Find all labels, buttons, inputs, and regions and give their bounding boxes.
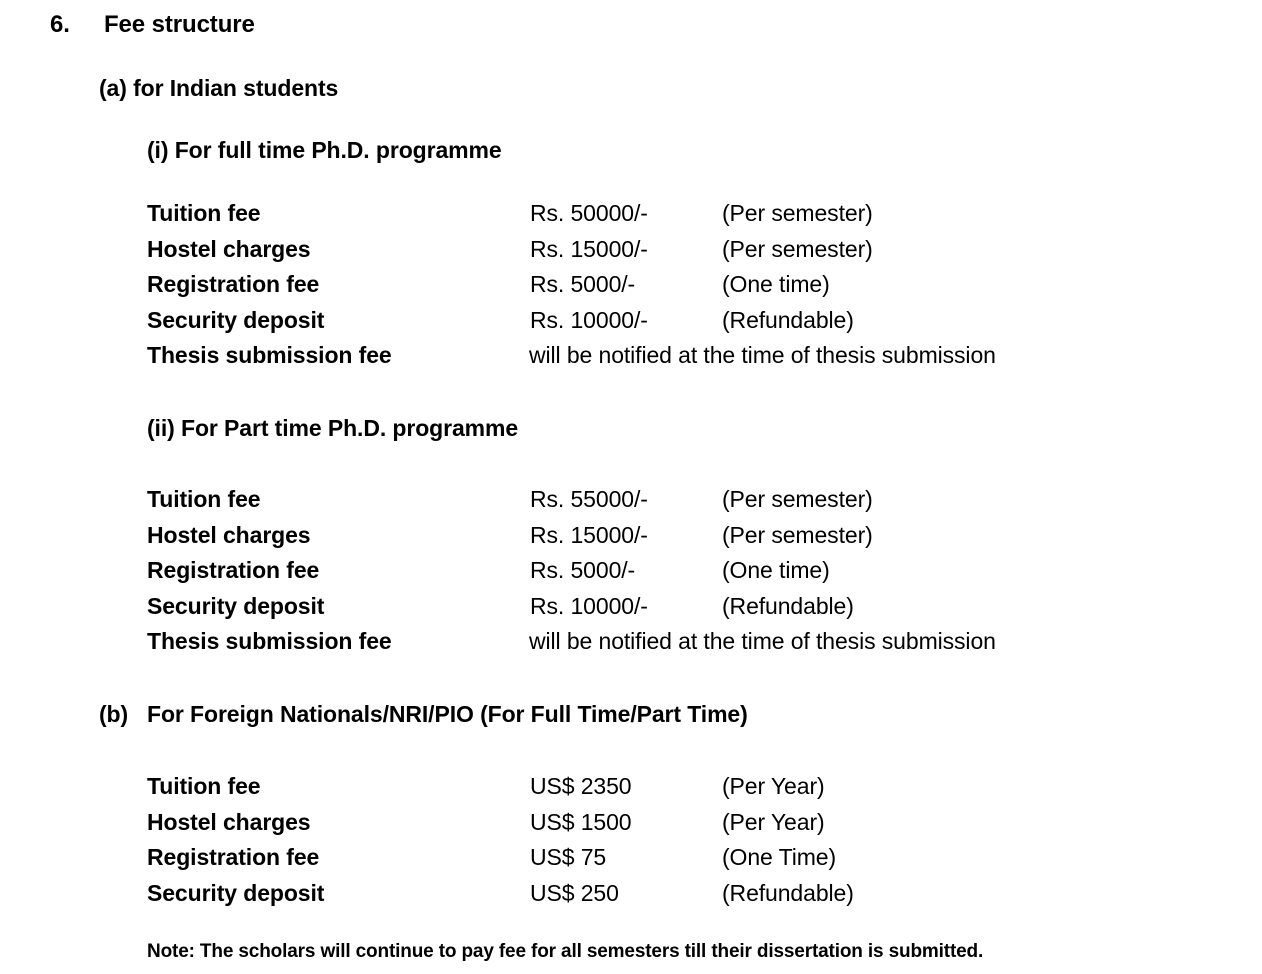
fee-amount: Rs. 15000/- bbox=[530, 235, 648, 262]
table-row bbox=[0, 624, 1262, 660]
fee-label: Thesis submission fee bbox=[147, 342, 392, 369]
fee-period: (Per Year) bbox=[722, 808, 825, 835]
subsection-b-heading bbox=[99, 698, 748, 731]
subsection-i-marker: (i) bbox=[147, 137, 169, 163]
fee-period: (Refundable) bbox=[722, 592, 854, 619]
table-row bbox=[0, 482, 1262, 518]
fee-amount: US$ 1500 bbox=[530, 808, 632, 835]
table-row bbox=[0, 518, 1262, 554]
fee-table-part-time bbox=[0, 482, 1262, 660]
page-title bbox=[50, 8, 255, 42]
table-row bbox=[0, 589, 1262, 625]
table-row bbox=[0, 338, 1262, 374]
fee-label: Thesis submission fee bbox=[147, 628, 392, 655]
fee-period: (Per semester) bbox=[722, 521, 873, 548]
fee-label: Security deposit bbox=[147, 592, 325, 619]
fee-period: (One time) bbox=[722, 271, 830, 298]
fee-amount: Rs. 10000/- bbox=[530, 592, 648, 619]
fee-period: (Per Year) bbox=[722, 773, 825, 799]
section-number: 6. bbox=[50, 11, 70, 38]
fee-label: Tuition fee bbox=[147, 200, 261, 226]
table-row bbox=[0, 303, 1262, 339]
fee-label: Registration fee bbox=[147, 271, 320, 298]
fee-period: (Per semester) bbox=[722, 486, 873, 512]
table-row bbox=[0, 232, 1262, 268]
fee-note: will be notified at the time of thesis submission bbox=[529, 342, 996, 369]
fee-amount: Rs. 5000/- bbox=[530, 271, 636, 298]
fee-table-foreign bbox=[0, 769, 1262, 911]
subsection-ii-heading bbox=[147, 412, 518, 445]
subsection-a-title: for Indian students bbox=[133, 75, 339, 101]
subsection-b-marker: (b) bbox=[99, 701, 129, 727]
fee-amount: Rs. 55000/- bbox=[530, 486, 648, 512]
section-title: Fee structure bbox=[104, 11, 255, 38]
subsection-a-heading bbox=[99, 72, 338, 105]
fee-amount: US$ 2350 bbox=[530, 773, 632, 799]
fee-label: Registration fee bbox=[147, 844, 320, 871]
fee-period: (Per semester) bbox=[722, 235, 873, 262]
fee-label: Tuition fee bbox=[147, 486, 261, 512]
fee-period: (Refundable) bbox=[722, 879, 854, 906]
table-row bbox=[0, 196, 1262, 232]
fee-amount: Rs. 15000/- bbox=[530, 521, 648, 548]
fee-amount: Rs. 10000/- bbox=[530, 306, 648, 333]
fee-period: (One Time) bbox=[722, 844, 837, 871]
footer-note: Note: The scholars will continue to pay fee for all semesters till their dissertation is submitted. bbox=[147, 941, 984, 962]
fee-amount: Rs. 5000/- bbox=[530, 557, 636, 584]
table-row bbox=[0, 876, 1262, 912]
fee-amount: US$ 75 bbox=[530, 844, 607, 871]
subsection-a-marker: (a) bbox=[99, 75, 127, 101]
fee-period: (Per semester) bbox=[722, 200, 873, 226]
table-row bbox=[0, 553, 1262, 589]
fee-note: will be notified at the time of thesis submission bbox=[529, 628, 996, 655]
fee-table-full-time bbox=[0, 196, 1262, 374]
subsection-i-heading bbox=[147, 134, 502, 167]
table-row bbox=[0, 267, 1262, 303]
fee-label: Hostel charges bbox=[147, 235, 311, 262]
fee-amount: US$ 250 bbox=[530, 879, 619, 906]
subsection-i-title: For full time Ph.D. programme bbox=[174, 137, 502, 163]
fee-label: Tuition fee bbox=[147, 773, 261, 799]
subsection-ii-marker: (ii) bbox=[147, 415, 175, 441]
fee-amount: Rs. 50000/- bbox=[530, 200, 648, 226]
table-row bbox=[0, 769, 1262, 805]
fee-label: Hostel charges bbox=[147, 521, 311, 548]
table-row bbox=[0, 805, 1262, 841]
fee-label: Security deposit bbox=[147, 879, 325, 906]
fee-period: (Refundable) bbox=[722, 306, 854, 333]
fee-label: Registration fee bbox=[147, 557, 320, 584]
table-row bbox=[0, 840, 1262, 876]
subsection-b-title: For Foreign Nationals/NRI/PIO (For Full Time/Part Time) bbox=[147, 701, 748, 727]
fee-label: Security deposit bbox=[147, 306, 325, 333]
fee-period: (One time) bbox=[722, 557, 830, 584]
fee-label: Hostel charges bbox=[147, 808, 311, 835]
subsection-ii-title: For Part time Ph.D. programme bbox=[181, 415, 519, 441]
